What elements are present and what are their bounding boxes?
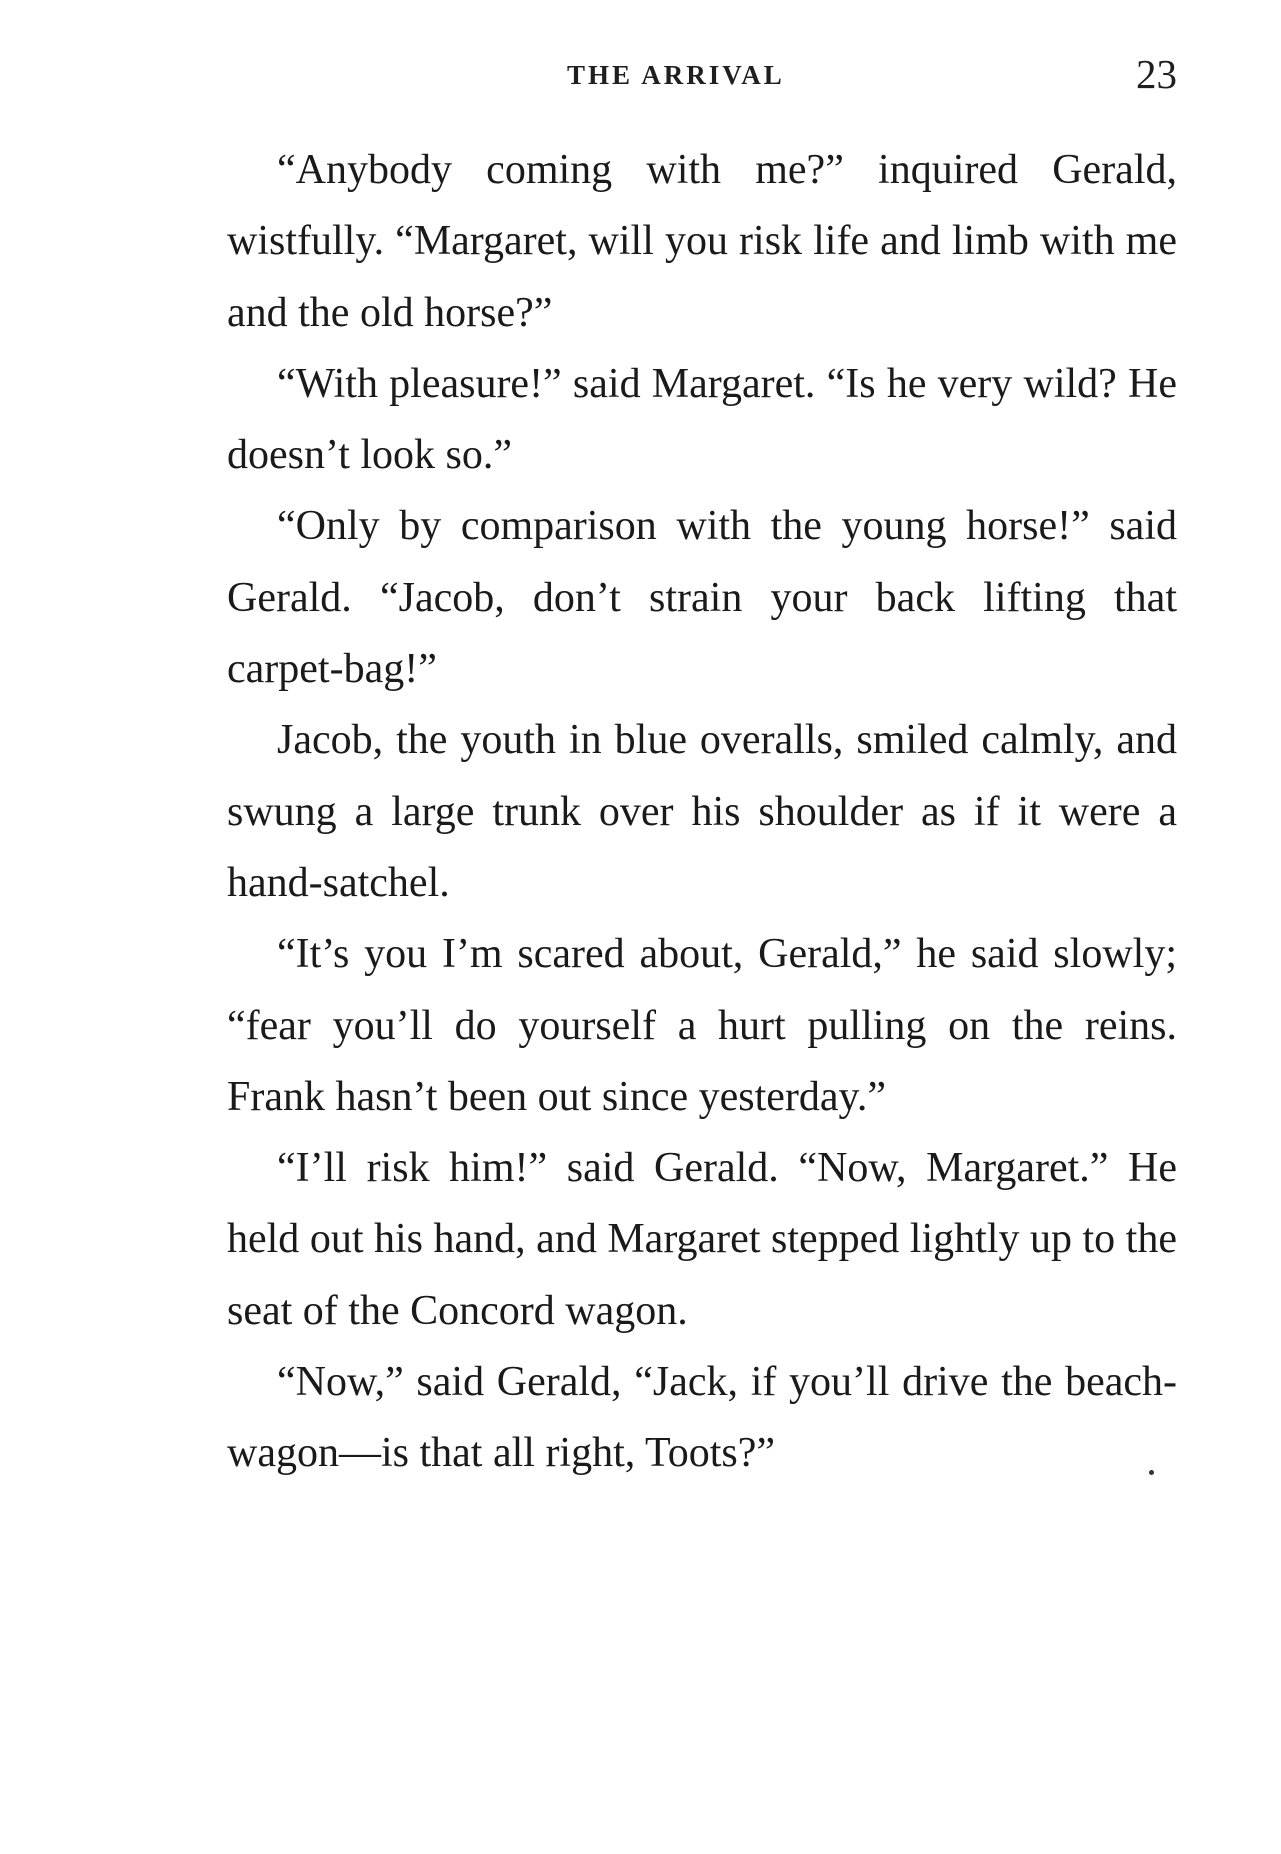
paragraph: “I’ll risk him!” said Gerald. “Now, Margaret.” He held out his hand, and Margaret stepped lightly up to the seat of the Concord wagon. <box>227 1145 1177 1334</box>
page-number: 23 <box>1136 51 1177 97</box>
print-speck <box>1149 1470 1154 1475</box>
paragraph: “It’s you I’m scared about, Gerald,” he said slowly; “fear you’ll do yourself a hurt pulling on the reins. Frank hasn’t been out since yesterday.” <box>227 931 1177 1120</box>
paragraph: Jacob, the youth in blue overalls, smiled calmly, and swung a large trunk over his shoulder as if it were a hand-satchel. <box>227 717 1177 906</box>
running-head <box>227 50 1177 100</box>
body-text <box>227 135 1177 1490</box>
paragraph: “Now,” said Gerald, “Jack, if you’ll drive the beach-wagon—is that all right, Toots?” <box>227 1359 1177 1477</box>
running-title: THE ARRIVAL <box>567 60 785 90</box>
paragraph: “Anybody coming with me?” inquired Gerald, wistfully. “Margaret, will you risk life and limb with me and the old horse?” <box>227 147 1177 336</box>
paragraph: “With pleasure!” said Margaret. “Is he very wild? He doesn’t look so.” <box>227 360 1177 479</box>
paragraph: “Only by comparison with the young horse!” said Gerald. “Jacob, don’t strain your back lifting that carpet-bag!” <box>227 503 1177 693</box>
